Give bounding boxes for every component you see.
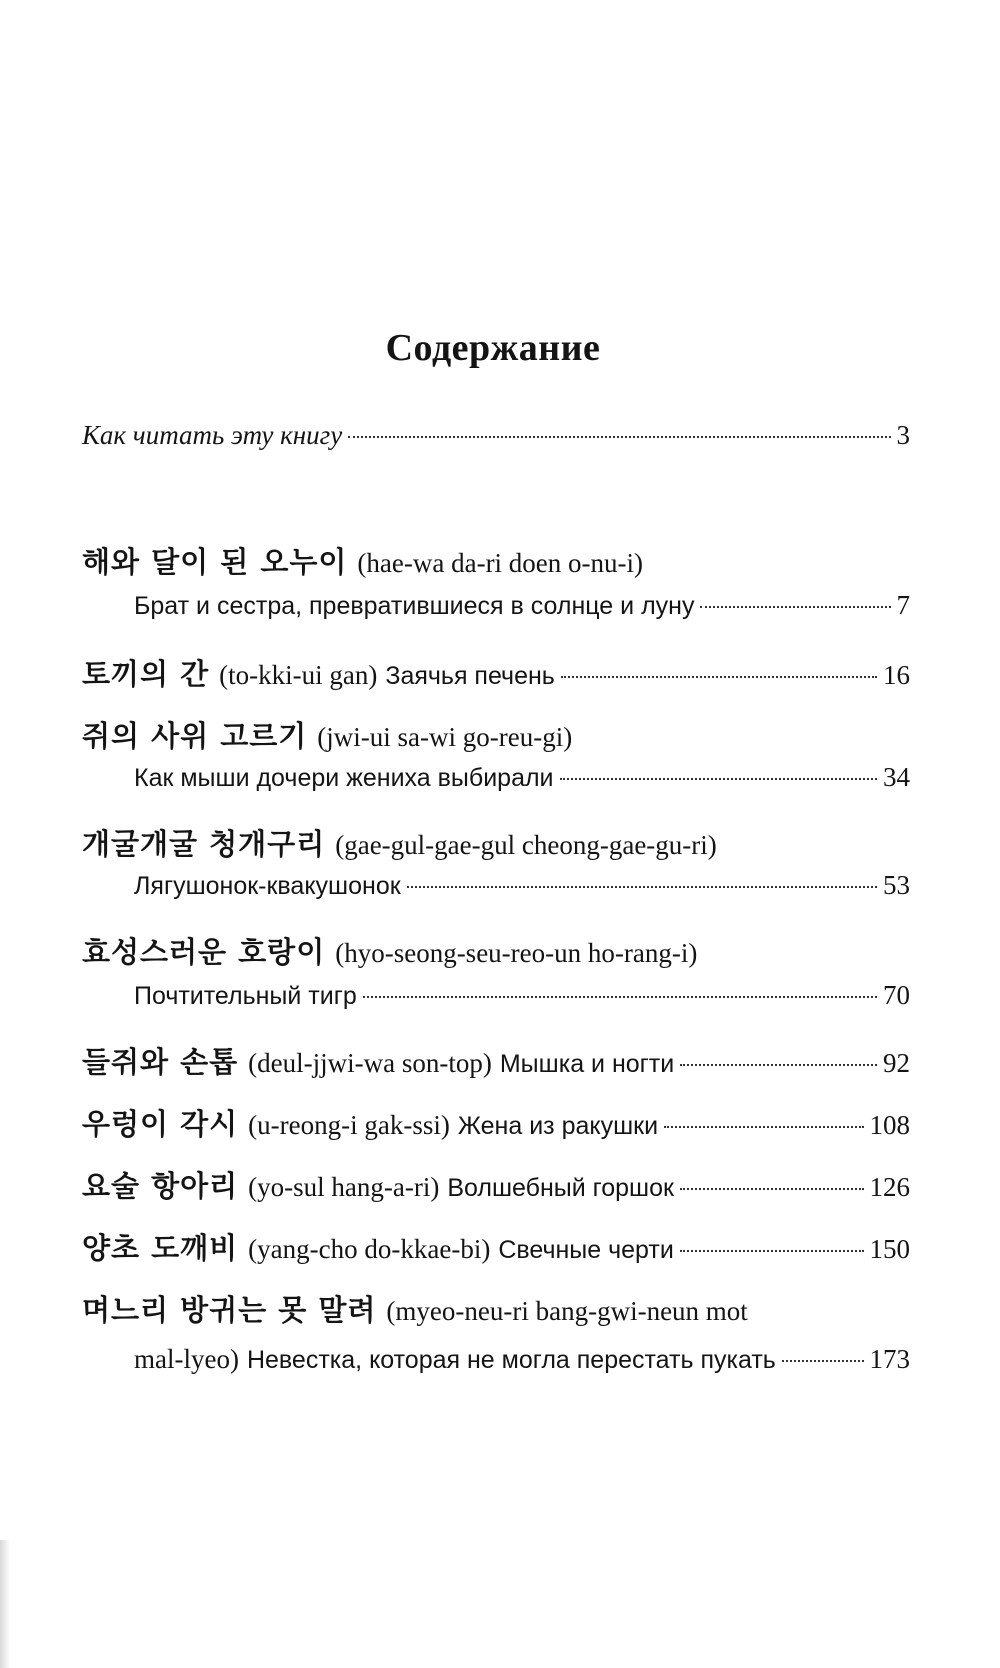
russian-title: Свечные черти (498, 1236, 674, 1264)
dot-leader (560, 778, 877, 780)
page-title: Содержание (385, 327, 601, 369)
russian-title: Жена из ракушки (457, 1112, 659, 1140)
dot-leader (700, 606, 890, 608)
romanization: (gae-gul-gae-gul cheong-gae-gu-ri) (335, 830, 717, 860)
romanization: (hae-wa da-ri doen o-nu-i) (357, 548, 644, 578)
toc-entry-detail[interactable] (134, 590, 910, 630)
dot-leader (363, 996, 877, 998)
toc-entry-detail[interactable] (134, 1344, 910, 1384)
toc-page-number: 53 (883, 870, 910, 900)
dot-leader (680, 1250, 864, 1252)
toc-entry[interactable] (82, 652, 910, 692)
toc-page-number: 3 (896, 420, 910, 450)
toc-page-number: 34 (883, 762, 910, 792)
russian-title: Заячья печень (385, 662, 555, 690)
korean-title: 토끼의 간 (82, 657, 210, 691)
toc-entry-heading[interactable] (82, 930, 910, 970)
toc-entry-heading[interactable] (82, 822, 910, 862)
page-edge-shadow (0, 1540, 10, 1668)
toc-entry-heading[interactable] (82, 1288, 910, 1328)
russian-title: Как мыши дочери жениха выбирали (134, 764, 554, 792)
romanization: (jwi-ui sa-wi go-reu-gi) (317, 722, 573, 752)
toc-page-number: 16 (883, 660, 910, 690)
russian-title: Лягушонок-квакушонок (134, 872, 401, 900)
toc-page-number: 108 (869, 1110, 910, 1140)
dot-leader (561, 676, 877, 678)
romanization: (myeo-neu-ri bang-gwi-neun mot (386, 1296, 748, 1326)
russian-title: Мышка и ногти (499, 1050, 675, 1078)
toc-entry-heading[interactable] (82, 540, 910, 580)
toc-page-number: 173 (869, 1344, 910, 1374)
romanization: (yang-cho do-kkae-bi) (248, 1234, 491, 1264)
dot-leader (348, 436, 890, 438)
toc-entry-detail[interactable] (134, 980, 910, 1020)
toc-entry[interactable] (82, 1102, 910, 1142)
dot-leader (680, 1188, 864, 1190)
romanization: (hyo-seong-seu-reo-un ho-rang-i) (335, 938, 698, 968)
korean-title: 해와 달이 된 오누이 (82, 545, 348, 579)
korean-title: 며느리 방귀는 못 말려 (82, 1293, 377, 1327)
korean-title: 요술 항아리 (82, 1169, 239, 1203)
toc-page-number: 92 (883, 1048, 910, 1078)
russian-title: Почтительный тигр (134, 982, 357, 1010)
toc-entry[interactable] (82, 1226, 910, 1266)
korean-title: 들쥐와 손톱 (82, 1045, 239, 1079)
dot-leader (664, 1126, 863, 1128)
toc-page-number: 7 (896, 590, 910, 620)
korean-title: 양초 도깨비 (82, 1231, 239, 1265)
romanization: (to-kki-ui gan) (219, 660, 378, 690)
toc-entry-label: Как читать эту книгу (82, 420, 343, 450)
toc-page-number: 150 (869, 1234, 910, 1264)
romanization: (yo-sul hang-a-ri) (248, 1172, 440, 1202)
korean-title: 우렁이 각시 (82, 1107, 239, 1141)
russian-title: Волшебный горшок (447, 1174, 674, 1202)
toc-page-number: 70 (883, 980, 910, 1010)
romanization-continued: mal-lyeo) (134, 1344, 239, 1374)
russian-title: Брат и сестра, превратившиеся в солнце и луну (134, 592, 695, 620)
dot-leader (782, 1360, 864, 1362)
romanization: (deul-jjwi-wa son-top) (248, 1048, 492, 1078)
korean-title: 효성스러운 호랑이 (82, 935, 326, 969)
toc-entry-heading[interactable] (82, 714, 910, 754)
romanization: (u-reong-i gak-ssi) (248, 1110, 450, 1140)
toc-entry[interactable] (82, 1040, 910, 1080)
russian-title: Невестка, которая не могла перестать пукать (246, 1346, 776, 1374)
toc-entry-intro[interactable] (82, 420, 910, 460)
dot-leader (407, 886, 877, 888)
korean-title: 개굴개굴 청개구리 (82, 827, 326, 861)
dot-leader (680, 1064, 877, 1066)
toc-entry[interactable] (82, 1164, 910, 1204)
korean-title: 쥐의 사위 고르기 (82, 719, 308, 753)
toc-entry-detail[interactable] (134, 762, 910, 802)
toc-page-number: 126 (869, 1172, 910, 1202)
toc-entry-detail[interactable] (134, 870, 910, 910)
